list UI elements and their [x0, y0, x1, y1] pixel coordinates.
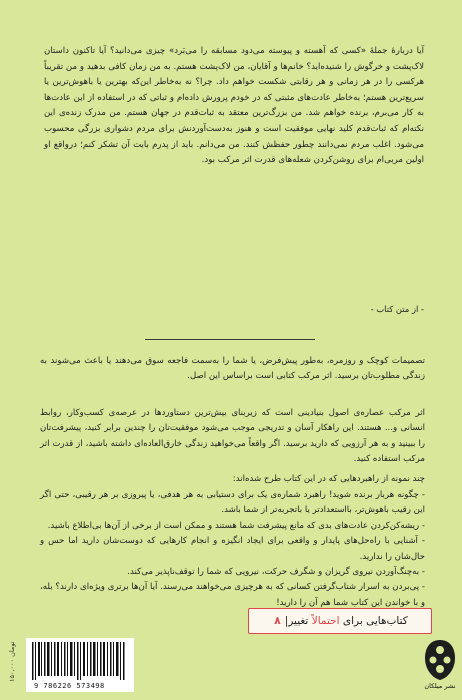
- description-paragraph-1: تصمیمات کوچک و روزمره، به‌طور پیش‌فرض، یا شما را به‌سمت فاجعه سوق می‌دهند یا باعث می‌شوند به زندگی مطلوب‌تان برسید. اثر مرکب کتابی است براساس این اصل.: [40, 356, 425, 382]
- price-label-vertical: ۱۵۰,۰۰۰ تومان: [8, 641, 16, 682]
- series-prefix: کتاب‌هایی برای: [342, 615, 408, 627]
- section-divider: [145, 339, 315, 340]
- series-suffix: تغییر: [288, 615, 309, 627]
- list-item: - چگونه هربار برنده شوید! راهبرد شماره‌ی یک برای دستیابی به هر هدفی، یا پیروزی بر هر رقیبی، حتی اگر این رقیب باهوش‌تر، بااستعدادتر یا باتجربه‌تر از شما باشد.: [40, 490, 425, 516]
- series-banner: [248, 608, 432, 634]
- list-item: - آشنایی با راه‌حل‌های پایدار و واقعی برای ایجاد انگیزه و انجام کارهایی که دوست‌شان دارید اما حس و حال‌شان را ندارید.: [40, 536, 425, 562]
- strategies-intro: چند نمونه از راهبردهایی که در این کتاب طرح شده‌اند:: [232, 474, 425, 484]
- intro-quote-paragraph: آیا دربارهٔ جملهٔ «کسی که آهسته و پیوسته می‌دود مسابقه را می‌بَرد» چیزی می‌دانید؟ آیا تاکنون داستان لاک‌پشت و خرگوش را شنیده‌اید؟ خانم‌ها و آقایان، من لاک‌پشت هستم. به من زمان کافی بدهید و من تقریباً هرکسی را در هر زمانی و هر رقابتی شکست خواهم داد. چرا؟ نه به‌خاطر این‌که بهترین یا باهوش‌ترین یا سریع‌ترین هستم؛ به‌خاطر عادت‌های مثبتی که در خودم پرورش داده‌ام و ثباتی که در استفاده از این عادت‌ها به کار می‌برم، برنده خواهم شد. من بزرگ‌ترین معتقد به ثبات‌قدم در جهان هستم. من مدرک زنده‌ی این نکته‌ام که ثبات‌قدم کلید نهایی موفقیت است و هنوز به‌دست‌آوردنش برای مردم دشواری بزرگی محسوب می‌شود. اغلب مردم نمی‌دانند چطور حفظش کنند. من می‌دانم. باید از پدرم بابت آن تشکر کنم؛ درواقع او اولین مربی‌ام برای روشن‌کردن شعله‌های قدرت اثر مرکب بود.: [44, 46, 424, 166]
- description-paragraph-2: اثر مرکب عصاره‌ی اصول بنیادینی است که زیربنای بیش‌ترین دستاوردها در عرصه‌ی کسب‌وکار، روابط انسانی و... هستند. این راهکار آسان و تدریجی موجب می‌شود موفقیت‌تان را چندین برابر کنید، پیشرفت‌تان را ببینید و به هر آرزویی که دارید برسید. اگر واقعاً می‌خواهید زندگی خارق‌العاده‌ای داشته باشید، از قدرت اثر مرکب استفاده کنید.: [40, 408, 425, 465]
- strategies-list: [40, 488, 425, 611]
- publisher-logo-icon: [422, 638, 458, 682]
- source-attribution: - از متن کتاب -: [370, 304, 424, 314]
- series-separator: |: [284, 615, 289, 627]
- list-item: - پی‌بردن به اسرار شتاب‌گرفتن کسانی که به هرچیزی می‌خواهند می‌رسند. آیا آن‌ها برتری ویژه‌ای دارند؟ بله، و با خواندن این کتاب شما هم آن را دارید!: [40, 582, 425, 608]
- publisher-name: نشر میلکان: [424, 682, 456, 690]
- series-accent-word: احتمالاً: [311, 615, 340, 627]
- series-number: ۸: [274, 615, 281, 627]
- list-item: - ریشه‌کن‌کردن عادت‌های بدی که مانع پیشرفت شما هستند و ممکن است از برخی از آن‌ها بی‌اطلاع باشید.: [47, 520, 425, 531]
- barcode-icon: [32, 642, 128, 680]
- barcode-digits: 9 786226 573498: [34, 682, 105, 690]
- barcode: [26, 638, 134, 692]
- list-item: - به‌چنگ‌آوردن نیروی گریزان و شگرف حرکت، نیرویی که شما را توقف‌ناپذیر می‌کند.: [127, 567, 425, 578]
